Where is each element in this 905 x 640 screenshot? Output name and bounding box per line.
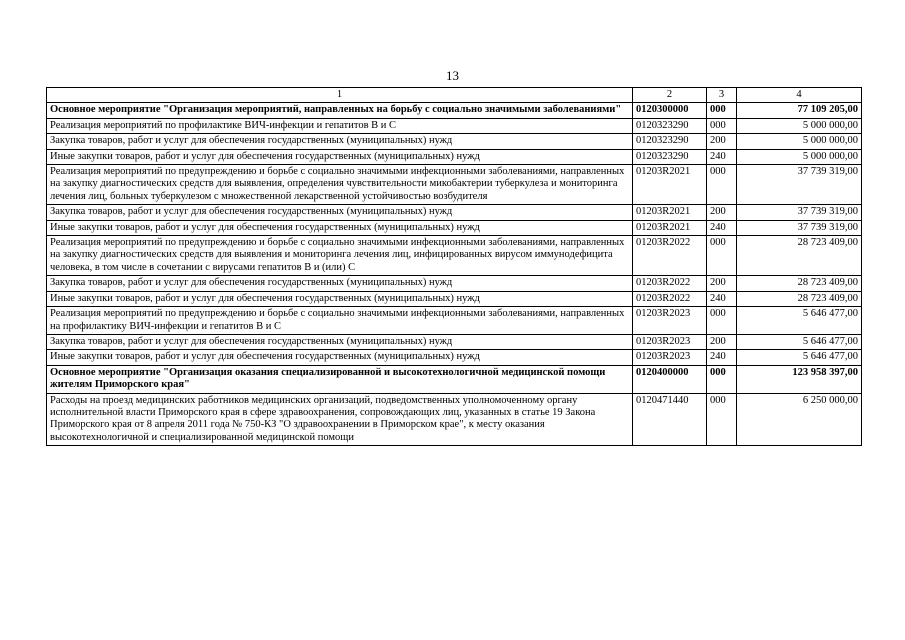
row-csr-code: 01203R2022 (633, 276, 707, 291)
row-amount: 77 109 205,00 (737, 103, 862, 118)
row-amount: 28 723 409,00 (737, 236, 862, 276)
column-header: 3 (707, 88, 737, 103)
table-row (47, 118, 862, 133)
row-csr-code: 01203R2022 (633, 236, 707, 276)
row-name: Реализация мероприятий по предупреждению и борьбе с социально значимыми инфекционными заболеваниями, направленных на закупку диагностических средств для выявления и мониторинга лечения лиц, инфицированных вирусом иммунодефицита человека, в том числе в сочетании с вирусами гепатитов В и (или) С (47, 236, 633, 276)
row-vr-code: 000 (707, 307, 737, 335)
row-name: Иные закупки товаров, работ и услуг для обеспечения государственных (муниципальных) нужд (47, 220, 633, 235)
row-vr-code: 000 (707, 236, 737, 276)
table-body (47, 103, 862, 446)
row-vr-code: 000 (707, 165, 737, 205)
table-row (47, 334, 862, 349)
table-row (47, 307, 862, 335)
row-csr-code: 0120400000 (633, 365, 707, 393)
column-header: 1 (47, 88, 633, 103)
row-name: Закупка товаров, работ и услуг для обеспечения государственных (муниципальных) нужд (47, 276, 633, 291)
row-csr-code: 01203R2022 (633, 291, 707, 306)
row-csr-code: 01203R2023 (633, 307, 707, 335)
row-name: Реализация мероприятий по профилактике ВИЧ-инфекции и гепатитов В и С (47, 118, 633, 133)
row-csr-code: 0120323290 (633, 118, 707, 133)
row-csr-code: 01203R2021 (633, 220, 707, 235)
column-header: 2 (633, 88, 707, 103)
row-amount: 28 723 409,00 (737, 291, 862, 306)
table-row (47, 134, 862, 149)
row-amount: 5 000 000,00 (737, 149, 862, 164)
table-row (47, 291, 862, 306)
table-row (47, 103, 862, 118)
header-row (47, 88, 862, 103)
table-row (47, 220, 862, 235)
row-name: Иные закупки товаров, работ и услуг для обеспечения государственных (муниципальных) нужд (47, 149, 633, 164)
row-csr-code: 01203R2021 (633, 165, 707, 205)
row-amount: 5 646 477,00 (737, 307, 862, 335)
row-amount: 5 000 000,00 (737, 118, 862, 133)
row-vr-code: 240 (707, 149, 737, 164)
row-csr-code: 0120300000 (633, 103, 707, 118)
row-name: Основное мероприятие "Организация мероприятий, направленных на борьбу с социально значимыми заболеваниями" (47, 103, 633, 118)
row-csr-code: 01203R2021 (633, 205, 707, 220)
table-row (47, 236, 862, 276)
row-amount: 5 646 477,00 (737, 334, 862, 349)
table-row (47, 276, 862, 291)
row-name: Расходы на проезд медицинских работников медицинских организаций, подведомственных уполномоченному органу исполнительной власти Приморского края в сфере здравоохранения, сопровождающих лиц, указанных в статье 19 Закона Приморского края от 8 апреля 2011 года № 750-КЗ "О здравоохранении в Приморском крае", к месту оказания высокотехнологичной и специализированной медицинской помощи (47, 393, 633, 446)
row-amount: 123 958 397,00 (737, 365, 862, 393)
row-name: Основное мероприятие "Организация оказания специализированной и высокотехнологичной медицинской помощи жителям Приморского края" (47, 365, 633, 393)
row-name: Реализация мероприятий по предупреждению и борьбе с социально значимыми инфекционными заболеваниями, направленных на профилактику ВИЧ-инфекции и гепатитов В и С (47, 307, 633, 335)
table-row (47, 393, 862, 446)
row-vr-code: 000 (707, 103, 737, 118)
row-csr-code: 01203R2023 (633, 350, 707, 365)
table-row (47, 149, 862, 164)
row-vr-code: 240 (707, 291, 737, 306)
row-name: Закупка товаров, работ и услуг для обеспечения государственных (муниципальных) нужд (47, 334, 633, 349)
row-vr-code: 240 (707, 350, 737, 365)
row-amount: 6 250 000,00 (737, 393, 862, 446)
row-vr-code: 200 (707, 276, 737, 291)
table-row (47, 205, 862, 220)
row-vr-code: 000 (707, 365, 737, 393)
row-amount: 37 739 319,00 (737, 205, 862, 220)
row-amount: 28 723 409,00 (737, 276, 862, 291)
table-row (47, 365, 862, 393)
row-name: Иные закупки товаров, работ и услуг для обеспечения государственных (муниципальных) нужд (47, 291, 633, 306)
row-amount: 37 739 319,00 (737, 165, 862, 205)
table-row (47, 350, 862, 365)
row-csr-code: 0120323290 (633, 149, 707, 164)
row-vr-code: 000 (707, 393, 737, 446)
row-csr-code: 0120471440 (633, 393, 707, 446)
budget-table (46, 87, 862, 446)
row-vr-code: 200 (707, 134, 737, 149)
row-amount: 5 000 000,00 (737, 134, 862, 149)
row-name: Реализация мероприятий по предупреждению и борьбе с социально значимыми инфекционными заболеваниями, направленных на закупку диагностических средств для выявления, определения чувствительности микобактерии туберкулеза и мониторинга лечения лиц, больных туберкулезом с множественной лекарственной устойчивостью возбудителя (47, 165, 633, 205)
row-name: Иные закупки товаров, работ и услуг для обеспечения государственных (муниципальных) нужд (47, 350, 633, 365)
row-csr-code: 0120323290 (633, 134, 707, 149)
row-amount: 37 739 319,00 (737, 220, 862, 235)
row-vr-code: 240 (707, 220, 737, 235)
row-vr-code: 200 (707, 334, 737, 349)
row-vr-code: 200 (707, 205, 737, 220)
page-number: 13 (446, 68, 459, 83)
row-vr-code: 000 (707, 118, 737, 133)
table-row (47, 165, 862, 205)
column-header: 4 (737, 88, 862, 103)
row-name: Закупка товаров, работ и услуг для обеспечения государственных (муниципальных) нужд (47, 205, 633, 220)
row-amount: 5 646 477,00 (737, 350, 862, 365)
row-name: Закупка товаров, работ и услуг для обеспечения государственных (муниципальных) нужд (47, 134, 633, 149)
row-csr-code: 01203R2023 (633, 334, 707, 349)
